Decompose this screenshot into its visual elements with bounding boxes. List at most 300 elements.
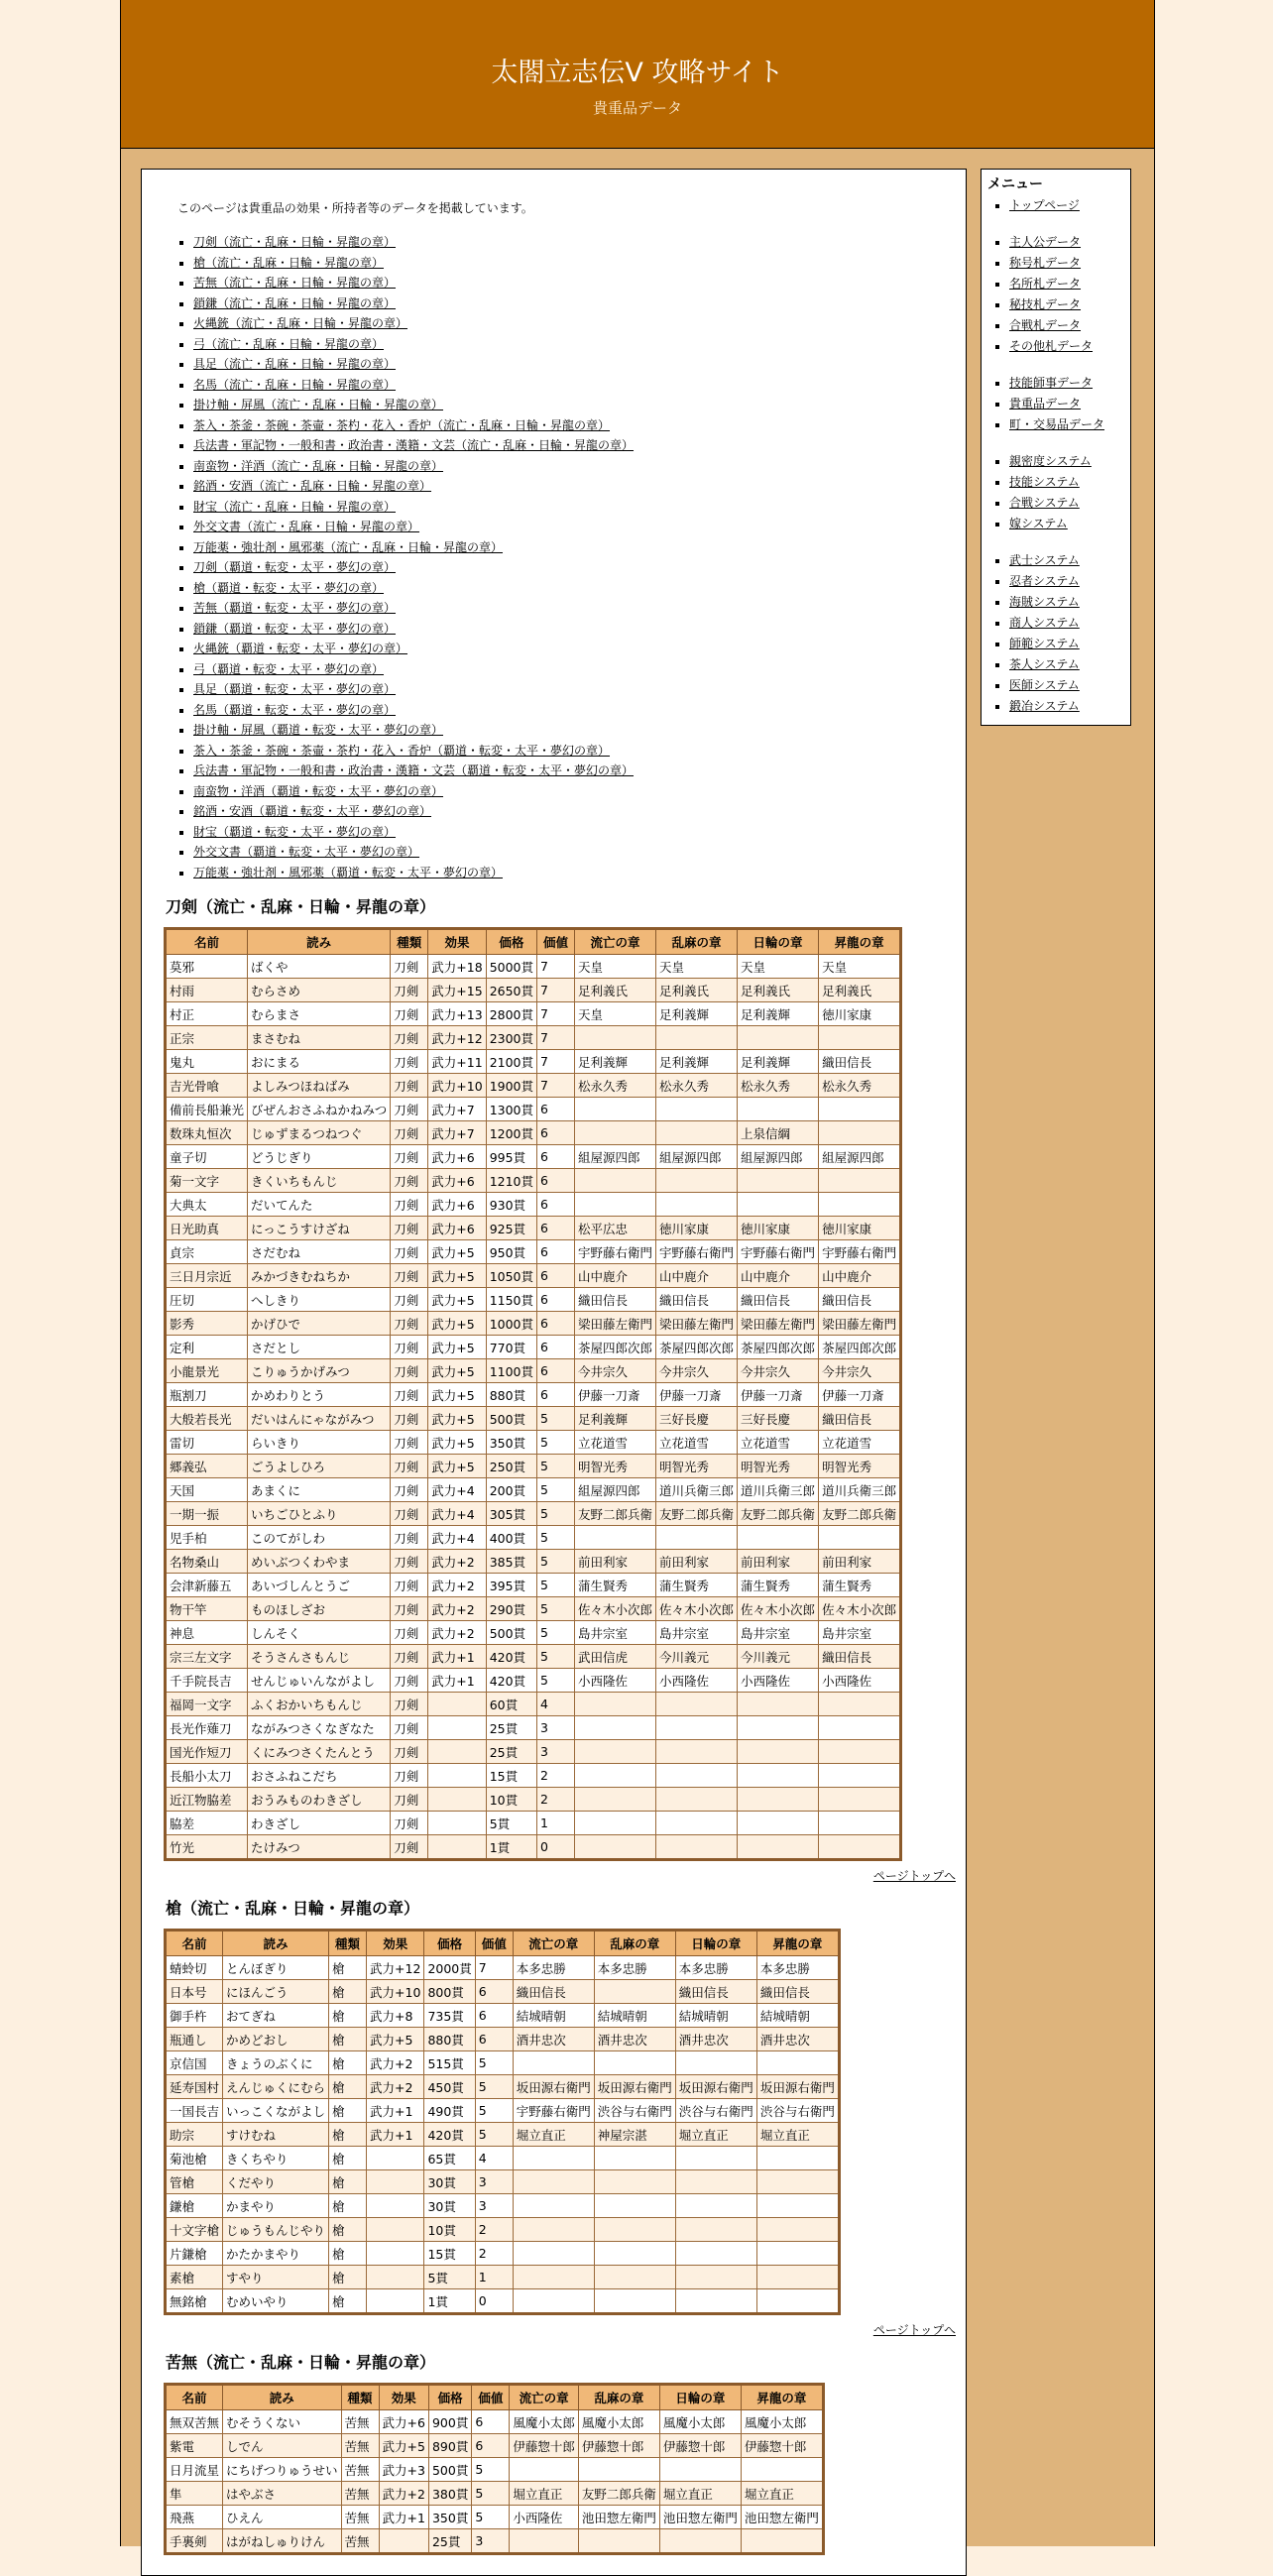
link-list-item [193, 497, 944, 518]
table-header-row [166, 2385, 824, 2410]
table-row [166, 2482, 824, 2506]
table-cell: 1貫 [486, 1835, 536, 1860]
table-cell [575, 1098, 656, 1121]
menu-link[interactable]: 貴重品データ [1009, 397, 1082, 410]
table-cell: 小西隆佐 [656, 1669, 738, 1693]
table-row [166, 1383, 901, 1407]
menu-title: メニュー [987, 176, 1043, 192]
table-cell: 1200貫 [486, 1121, 536, 1145]
table-cell: 刀剣 [391, 1740, 428, 1764]
table-cell: 明智光秀 [656, 1455, 738, 1478]
menu-item [1009, 195, 1124, 216]
table-cell: 5 [537, 1455, 575, 1478]
table-cell: 苦無 [341, 2529, 379, 2554]
section-link[interactable]: 具足（流亡・乱麻・日輪・昇龍の章） [193, 357, 397, 371]
table-cell: 槍 [329, 2242, 367, 2266]
table-cell: 足利義氏 [738, 979, 819, 1002]
menu-link[interactable]: 技能システム [1009, 475, 1080, 489]
link-list-item [193, 842, 944, 863]
table-cell: 450貫 [424, 2075, 475, 2099]
menu-link[interactable]: 合戦システム [1009, 496, 1080, 510]
table-cell: 神屋宗湛 [594, 2123, 675, 2147]
table-cell [575, 1526, 656, 1550]
table-cell: 25貫 [428, 2529, 471, 2554]
table-cell: 刀剣 [391, 1574, 428, 1597]
section-link[interactable]: 銘酒・安酒（覇道・転変・太平・夢幻の章） [193, 804, 432, 818]
table-cell: 刀剣 [391, 1812, 428, 1835]
table-cell [819, 1098, 901, 1121]
table-cell: 15貫 [424, 2242, 475, 2266]
table-cell: 刀剣 [391, 1288, 428, 1312]
table-cell: 織田信長 [819, 1288, 901, 1312]
table-cell: 定利 [166, 1336, 248, 1359]
table-cell: 武力+2 [428, 1597, 486, 1621]
table-cell: 梁田藤左衛門 [819, 1312, 901, 1336]
table-cell: 槍 [329, 2123, 367, 2147]
table-cell: 山中鹿介 [575, 1264, 656, 1288]
menu-item [1009, 232, 1124, 253]
table-row [166, 1621, 901, 1645]
table-cell: 苦無 [341, 2434, 379, 2458]
table-cell [656, 1812, 738, 1835]
table-cell: 数珠丸恒次 [166, 1121, 248, 1145]
menu-link[interactable]: 忍者システム [1009, 574, 1080, 588]
table-cell: 梁田藤左衛門 [575, 1312, 656, 1336]
menu-link[interactable]: 秘技札データ [1009, 297, 1082, 311]
table-cell: 420貫 [424, 2123, 475, 2147]
menu-link[interactable]: 嫁システム [1009, 517, 1068, 530]
section-link[interactable]: 万能薬・強壮剤・風邪薬（流亡・乱麻・日輪・昇龍の章） [193, 539, 504, 554]
table-cell: 風魔小太郎 [659, 2410, 741, 2434]
table-cell: 本多忠勝 [675, 1956, 756, 1980]
table-cell: 松永久秀 [738, 1074, 819, 1098]
section-link[interactable]: 南蛮物・洋酒（覇道・転変・太平・夢幻の章） [193, 783, 444, 798]
table-cell: わきざし [248, 1812, 391, 1835]
table-cell: 島井宗室 [819, 1621, 901, 1645]
table-row [166, 1693, 901, 1716]
table-cell: 前田利家 [819, 1550, 901, 1574]
table-cell: 刀剣 [391, 1264, 428, 1288]
section-link[interactable]: 槍（流亡・乱麻・日輪・昇龍の章） [193, 255, 385, 270]
menu-link[interactable]: 海賊システム [1009, 595, 1080, 609]
table-cell: 2 [537, 1764, 575, 1788]
table-cell [656, 1026, 738, 1050]
table-cell: おにまる [248, 1050, 391, 1074]
section-link[interactable]: 槍（覇道・転変・太平・夢幻の章） [193, 580, 385, 595]
menu-link[interactable]: 親密度システム [1009, 454, 1092, 468]
section-link[interactable]: 南蛮物・洋酒（流亡・乱麻・日輪・昇龍の章） [193, 458, 444, 473]
table-cell [675, 2289, 756, 2314]
table-cell: 槍 [329, 1956, 367, 1980]
table-cell: 影秀 [166, 1312, 248, 1336]
table-cell: おさふねこだち [248, 1764, 391, 1788]
link-list-item [193, 476, 944, 497]
table-cell: 武力+6 [428, 1169, 486, 1193]
table-cell: 童子切 [166, 1145, 248, 1169]
section-link[interactable]: 刀剣（覇道・転変・太平・夢幻の章） [193, 560, 397, 574]
table-cell: はやぶさ [223, 2482, 342, 2506]
table-cell: 5 [537, 1550, 575, 1574]
section-link[interactable]: 兵法書・軍記物・一般和書・政治書・漢籍・文芸（流亡・乱麻・日輪・昇龍の章） [193, 438, 635, 452]
table-cell: 足利義氏 [656, 979, 738, 1002]
table-cell [575, 1812, 656, 1835]
table-cell: 刀剣 [391, 1098, 428, 1121]
table-cell: 鎌槍 [166, 2194, 223, 2218]
table-cell: 5 [537, 1669, 575, 1693]
table-cell [367, 2218, 424, 2242]
section-link[interactable]: 火縄銃（流亡・乱麻・日輪・昇龍の章） [193, 316, 408, 330]
table-cell: 手裏剣 [166, 2529, 223, 2554]
table-cell: 山中鹿介 [819, 1264, 901, 1288]
table-cell [575, 1835, 656, 1860]
table-cell: 刀剣 [391, 1693, 428, 1716]
page-top-row [164, 2321, 956, 2338]
table-cell: 徳川家康 [819, 1217, 901, 1240]
menu-link[interactable]: 師範システム [1009, 637, 1080, 650]
table-cell: 本多忠勝 [594, 1956, 675, 1980]
section-link[interactable]: 鎖鎌（流亡・乱麻・日輪・昇龍の章） [193, 295, 397, 310]
menu-item [1009, 493, 1124, 514]
section-link[interactable]: 兵法書・軍記物・一般和書・政治書・漢籍・文芸（覇道・転変・太平・夢幻の章） [193, 763, 635, 777]
table-cell: 天皇 [575, 955, 656, 979]
section-link[interactable]: 茶入・茶釜・茶碗・茶壷・茶杓・花入・香炉（覇道・転変・太平・夢幻の章） [193, 743, 611, 758]
section-link[interactable]: 茶入・茶釜・茶碗・茶壷・茶杓・花入・香炉（流亡・乱麻・日輪・昇龍の章） [193, 417, 611, 432]
table-cell: にちげつりゅうせい [223, 2458, 342, 2482]
table-cell: 明智光秀 [819, 1455, 901, 1478]
table-cell: 5 [537, 1645, 575, 1669]
table-row [166, 1217, 901, 1240]
table-cell [578, 2458, 659, 2482]
table-cell: 5 [475, 2123, 513, 2147]
table-cell: にほんごう [223, 1980, 329, 2004]
table-cell: 今井宗久 [738, 1359, 819, 1383]
table-cell: 菊一文字 [166, 1169, 248, 1193]
table-cell: 槍 [329, 2194, 367, 2218]
table-cell: 山中鹿介 [738, 1264, 819, 1288]
table-cell: 宇野藤右衛門 [819, 1240, 901, 1264]
table-cell [738, 1835, 819, 1860]
section-heading: 刀剣（流亡・乱麻・日輪・昇龍の章） [166, 897, 436, 916]
section-link[interactable]: 具足（覇道・転変・太平・夢幻の章） [193, 682, 397, 696]
link-list-item [193, 232, 944, 253]
menu-link[interactable]: 主人公データ [1009, 235, 1082, 249]
table-cell: 立花道雪 [819, 1431, 901, 1455]
table-cell: 刀剣 [391, 1002, 428, 1026]
table-cell: 蒲生賢秀 [738, 1574, 819, 1597]
table-cell: じゅうもんじやり [223, 2218, 329, 2242]
table-cell: 刀剣 [391, 1145, 428, 1169]
table-cell: 伊藤惣十郎 [659, 2434, 741, 2458]
table-cell: 60貫 [486, 1693, 536, 1716]
table-cell: 苦無 [341, 2482, 379, 2506]
table-cell: 足利義輝 [575, 1407, 656, 1431]
table-cell: 6 [475, 2028, 513, 2051]
table-cell: 6 [537, 1359, 575, 1383]
table-cell: 400貫 [486, 1526, 536, 1550]
section-link[interactable]: 苦無（流亡・乱麻・日輪・昇龍の章） [193, 276, 397, 290]
table-cell: 武力+10 [367, 1980, 424, 2004]
table-cell: 武力+2 [428, 1550, 486, 1574]
table-cell: 伊藤一刀斎 [738, 1383, 819, 1407]
menu-link[interactable]: トップページ [1009, 198, 1080, 212]
column-header: 読み [223, 2385, 342, 2410]
section-link[interactable]: 弓（流亡・乱麻・日輪・昇龍の章） [193, 336, 385, 351]
menu-link[interactable]: 町・交易品データ [1009, 417, 1105, 431]
table-cell: 6 [472, 2434, 510, 2458]
section-link[interactable]: 財宝（流亡・乱麻・日輪・昇龍の章） [193, 499, 397, 514]
table-cell [656, 1169, 738, 1193]
table-cell: むらまさ [248, 1002, 391, 1026]
menu-item [1009, 294, 1124, 315]
table-cell: 武力+18 [428, 955, 486, 979]
table-cell: 6 [537, 1264, 575, 1288]
table-cell: 徳川家康 [738, 1217, 819, 1240]
table-cell [594, 2194, 675, 2218]
item-section [164, 894, 956, 1884]
table-cell: 武力+2 [428, 1574, 486, 1597]
item-sections [164, 894, 956, 2555]
table-cell [738, 1169, 819, 1193]
table-cell: 友野二郎兵衛 [578, 2482, 659, 2506]
table-cell: 宇野藤右衛門 [738, 1240, 819, 1264]
table-cell: 武力+12 [367, 1956, 424, 1980]
section-link[interactable]: 掛け軸・屏風（覇道・転変・太平・夢幻の章） [193, 723, 444, 737]
table-cell: 宇野藤右衛門 [575, 1240, 656, 1264]
section-link[interactable]: 火縄銃（覇道・転変・太平・夢幻の章） [193, 642, 408, 655]
section-link[interactable]: 銘酒・安酒（流亡・乱麻・日輪・昇龍の章） [193, 479, 432, 493]
table-cell [428, 1716, 486, 1740]
table-cell: みかづきむねちか [248, 1264, 391, 1288]
table-cell: 菊池槍 [166, 2147, 223, 2170]
link-list-chapters-1 [164, 232, 944, 557]
column-header: 昇龍の章 [819, 929, 901, 955]
table-row [166, 1716, 901, 1740]
table-cell: 国光作短刀 [166, 1740, 248, 1764]
table-cell: 酒井忠次 [513, 2028, 594, 2051]
table-cell: 苦無 [341, 2506, 379, 2529]
section-link[interactable]: 外交文書（流亡・乱麻・日輪・昇龍の章） [193, 520, 420, 533]
table-cell: 片鎌槍 [166, 2242, 223, 2266]
table-cell: 刀剣 [391, 955, 428, 979]
table-cell: 雷切 [166, 1431, 248, 1455]
table-cell: 槍 [329, 2075, 367, 2099]
menu-link[interactable]: 鍛冶システム [1009, 699, 1080, 713]
page-top-link[interactable]: ページトップへ [872, 2323, 956, 2337]
table-cell: 伊藤一刀斎 [575, 1383, 656, 1407]
table-cell: 65貫 [424, 2147, 475, 2170]
table-cell: 池田惣左衛門 [741, 2506, 823, 2529]
menu-link[interactable]: 武士システム [1009, 553, 1080, 567]
table-cell: 350貫 [428, 2506, 471, 2529]
table-cell: 助宗 [166, 2123, 223, 2147]
link-list-item [193, 781, 944, 802]
table-row [166, 2434, 824, 2458]
link-list-item [193, 395, 944, 415]
table-cell: 7 [475, 1956, 513, 1980]
table-cell: 500貫 [486, 1407, 536, 1431]
table-cell: 武力+5 [428, 1336, 486, 1359]
section-link[interactable]: 鎖鎌（覇道・転変・太平・夢幻の章） [193, 621, 397, 636]
table-cell: 一期一振 [166, 1502, 248, 1526]
table-cell [819, 1693, 901, 1716]
table-cell: 天皇 [656, 955, 738, 979]
table-cell: 松永久秀 [819, 1074, 901, 1098]
table-cell: 足利義輝 [656, 1050, 738, 1074]
table-cell: 組屋源四郎 [819, 1145, 901, 1169]
column-header: 名前 [166, 2385, 223, 2410]
table-cell: 足利義輝 [656, 1002, 738, 1026]
column-header: 日輪の章 [675, 1931, 756, 1956]
section-heading: 槍（流亡・乱麻・日輪・昇龍の章） [166, 1899, 420, 1918]
table-cell: 組屋源四郎 [656, 1145, 738, 1169]
link-list-item [193, 375, 944, 396]
table-cell: 村雨 [166, 979, 248, 1002]
table-cell: 6 [537, 1288, 575, 1312]
table-cell: 宇野藤右衛門 [513, 2099, 594, 2123]
table-cell: 槍 [329, 2028, 367, 2051]
table-cell: このてがしわ [248, 1526, 391, 1550]
table-cell: 5 [475, 2051, 513, 2075]
table-cell [738, 1764, 819, 1788]
table-cell: 明智光秀 [738, 1455, 819, 1478]
table-cell [656, 1740, 738, 1764]
table-cell: 武力+2 [428, 1621, 486, 1645]
table-row [166, 1312, 901, 1336]
table-cell: 莫邪 [166, 955, 248, 979]
table-cell: 苦無 [341, 2410, 379, 2434]
link-list-item [193, 517, 944, 537]
table-cell: きくいちもんじ [248, 1169, 391, 1193]
menu-link[interactable]: 医師システム [1009, 678, 1080, 692]
table-cell: ふくおかいちもんじ [248, 1693, 391, 1716]
table-cell: らいきり [248, 1431, 391, 1455]
page-wrapper [120, 0, 1155, 2549]
menu-link[interactable]: その他札データ [1009, 339, 1094, 353]
table-row [166, 1574, 901, 1597]
table-row [166, 2051, 840, 2075]
section-link[interactable]: 財宝（覇道・転変・太平・夢幻の章） [193, 824, 397, 839]
table-cell: 刀剣 [391, 1645, 428, 1669]
section-link[interactable]: 名馬（流亡・乱麻・日輪・昇龍の章） [193, 377, 397, 392]
table-cell: 武力+4 [428, 1478, 486, 1502]
table-cell: むめいやり [223, 2289, 329, 2314]
table-row [166, 979, 901, 1002]
table-cell: 村正 [166, 1002, 248, 1026]
table-cell [656, 1835, 738, 1860]
menu-item [1009, 336, 1124, 357]
section-link[interactable]: 苦無（覇道・転変・太平・夢幻の章） [193, 601, 397, 615]
section-link[interactable]: 弓（覇道・転変・太平・夢幻の章） [193, 661, 385, 676]
table-cell [756, 2218, 839, 2242]
table-cell: 5 [537, 1597, 575, 1621]
table-cell: 5 [475, 2075, 513, 2099]
table-cell: 武力+11 [428, 1050, 486, 1074]
menu-link[interactable]: 商人システム [1009, 616, 1080, 630]
table-cell: ひえん [223, 2506, 342, 2529]
menu-link[interactable]: 称号札データ [1009, 256, 1082, 270]
table-cell: 10貫 [486, 1788, 536, 1812]
table-cell: 武力+4 [428, 1502, 486, 1526]
table-cell: 武力+1 [367, 2123, 424, 2147]
table-cell: 飛燕 [166, 2506, 223, 2529]
table-row [166, 1336, 901, 1359]
section-link[interactable]: 外交文書（覇道・転変・太平・夢幻の章） [193, 845, 420, 859]
table-cell: ものほしざお [248, 1597, 391, 1621]
table-cell: さだむね [248, 1240, 391, 1264]
table-cell: 渋谷与右衛門 [675, 2099, 756, 2123]
table-cell: 槍 [329, 2004, 367, 2028]
table-cell [675, 2218, 756, 2242]
menu-group [987, 451, 1124, 534]
table-cell: 5000貫 [486, 955, 536, 979]
table-cell: 三好長慶 [656, 1407, 738, 1431]
table-cell [819, 1740, 901, 1764]
menu-link[interactable]: 茶人システム [1009, 657, 1080, 671]
table-cell: 武力+5 [428, 1455, 486, 1478]
menu-item [1009, 514, 1124, 534]
table-cell: めいぶつくわやま [248, 1550, 391, 1574]
table-cell: しでん [223, 2434, 342, 2458]
table-cell: 6 [537, 1098, 575, 1121]
table-cell [594, 2147, 675, 2170]
table-row [166, 1098, 901, 1121]
table-cell [738, 1026, 819, 1050]
table-row [166, 2506, 824, 2529]
item-table [164, 927, 902, 1861]
page-top-link[interactable]: ページトップへ [872, 1869, 956, 1883]
section-link[interactable]: 名馬（覇道・転変・太平・夢幻の章） [193, 702, 397, 717]
table-cell: 0 [475, 2289, 513, 2314]
table-cell: 刀剣 [391, 1716, 428, 1740]
menu-group [987, 232, 1124, 357]
table-cell: 6 [475, 1980, 513, 2004]
table-cell: せんじゅいんながよし [248, 1669, 391, 1693]
section-link[interactable]: 刀剣（流亡・乱麻・日輪・昇龍の章） [193, 235, 397, 249]
table-cell [594, 2242, 675, 2266]
section-link[interactable]: 掛け軸・屏風（流亡・乱麻・日輪・昇龍の章） [193, 398, 444, 411]
link-list-item [193, 334, 944, 355]
table-cell: 竹光 [166, 1835, 248, 1860]
table-cell: 500貫 [486, 1621, 536, 1645]
section-link[interactable]: 万能薬・強壮剤・風邪薬（覇道・転変・太平・夢幻の章） [193, 865, 504, 879]
table-row [166, 2028, 840, 2051]
table-cell: 茶屋四郎次郎 [656, 1336, 738, 1359]
table-cell: 刀剣 [391, 1407, 428, 1431]
column-header: 価格 [424, 1931, 475, 1956]
table-cell: 刀剣 [391, 1359, 428, 1383]
table-row [166, 2004, 840, 2028]
table-cell: 刀剣 [391, 1169, 428, 1193]
table-row [166, 2123, 840, 2147]
table-cell [656, 1693, 738, 1716]
table-cell: 友野二郎兵衛 [656, 1502, 738, 1526]
menu-link[interactable]: 名所札データ [1009, 277, 1082, 291]
link-list-item [193, 863, 944, 883]
table-cell [367, 2194, 424, 2218]
menu-link[interactable]: 合戦札データ [1009, 318, 1082, 332]
table-row [166, 2458, 824, 2482]
table-cell [675, 2147, 756, 2170]
table-cell: 立花道雪 [575, 1431, 656, 1455]
table-cell: 立花道雪 [738, 1431, 819, 1455]
table-cell: 2800貫 [486, 1002, 536, 1026]
table-cell: 日光助真 [166, 1217, 248, 1240]
table-cell: 3 [537, 1716, 575, 1740]
table-cell [756, 2051, 839, 2075]
menu-link[interactable]: 技能師事データ [1009, 376, 1094, 390]
table-cell: 880貫 [424, 2028, 475, 2051]
table-cell [367, 2289, 424, 2314]
